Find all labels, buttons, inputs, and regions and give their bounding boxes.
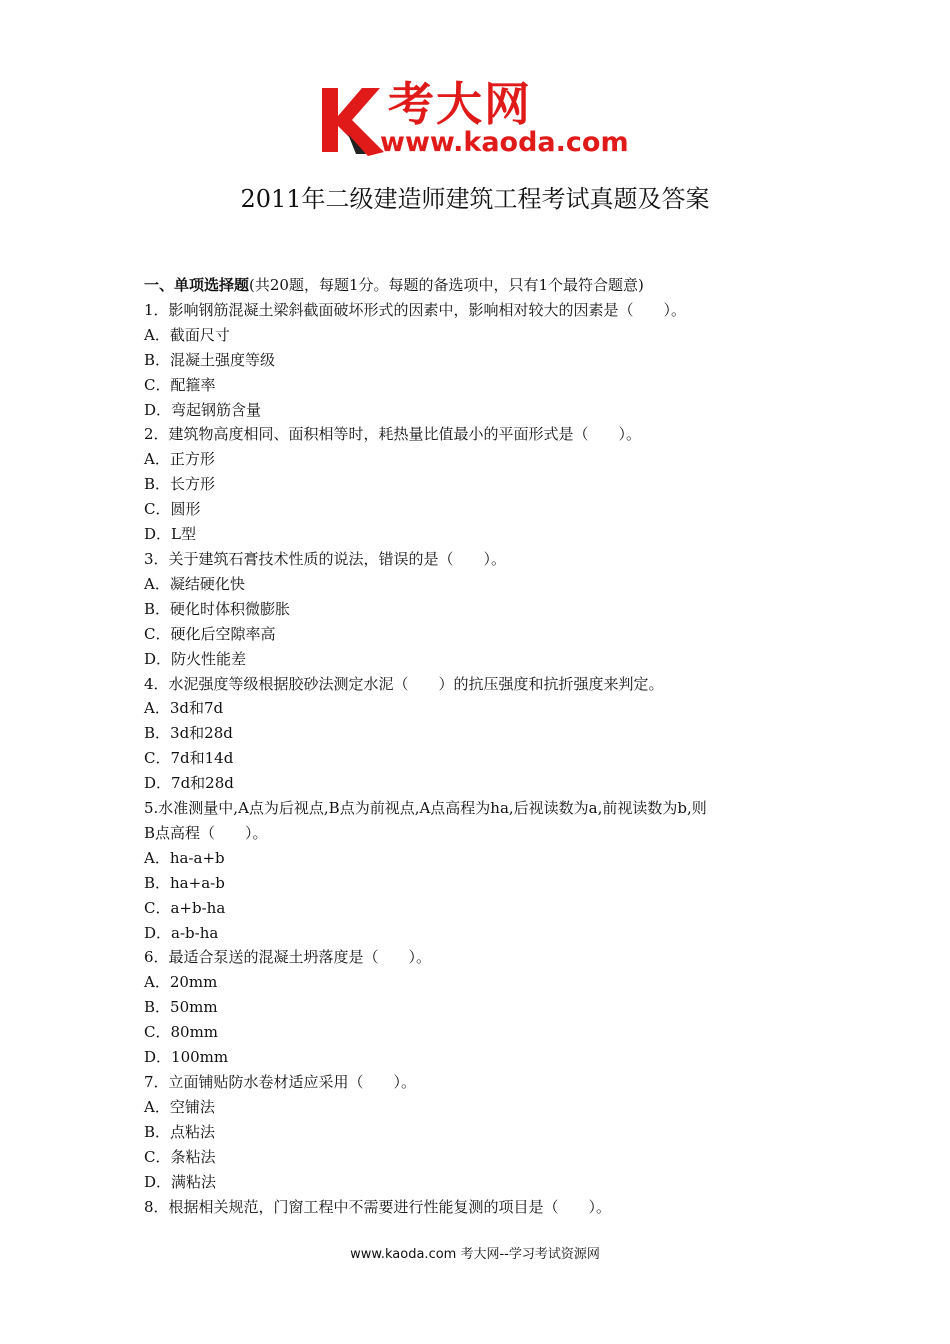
question-7-option-a: A．空铺法: [144, 1097, 215, 1116]
question-5-option-d: D．a-b-ha: [144, 923, 219, 942]
section-heading: 一、单项选择题: [144, 276, 250, 294]
question-2-option-d: D．L型: [144, 525, 196, 544]
question-7-option-d: D．满粘法: [144, 1172, 217, 1191]
question-3-stem: 3．关于建筑石膏技术性质的说法，错误的是（ ）。: [144, 549, 507, 568]
question-3-option-d: D．防火性能差: [144, 649, 247, 668]
question-1-option-a: A．截面尺寸: [144, 325, 230, 344]
question-4-option-d: D．7d和28d: [144, 774, 234, 793]
kaoda-logo: [318, 77, 638, 160]
question-1-option-d: D．弯起钢筋含量: [144, 400, 262, 419]
question-1-option-c: C．配箍率: [144, 375, 216, 394]
question-4-option-a: A．3d和7d: [144, 699, 224, 718]
question-3-option-c: C．硬化后空隙率高: [144, 624, 276, 643]
question-7-stem: 7．立面铺贴防水卷材适应采用（ ）。: [144, 1073, 417, 1091]
question-2-option-c: C．圆形: [144, 500, 201, 519]
question-5-option-a: A．ha-a+b: [144, 848, 225, 867]
question-5-option-b: B．ha+a-b: [144, 873, 225, 892]
question-3-option-b: B．硬化时体积微膨胀: [144, 599, 291, 618]
question-6-stem: 6．最适合泵送的混凝土坍落度是（ ）。: [144, 948, 432, 967]
document-title: 2011年二级建造师建筑工程考试真题及答案: [240, 185, 710, 213]
section-header: [144, 273, 824, 298]
question-2-option-a: A．正方形: [144, 450, 215, 469]
question-4-option-c: C．7d和14d: [144, 749, 234, 768]
question-7-option-c: C．条粘法: [144, 1147, 216, 1166]
question-6-option-d: D．100mm: [144, 1048, 229, 1067]
question-2-stem: 2．建筑物高度相同、面积相等时，耗热量比值最小的平面形式是（ ）。: [144, 425, 642, 444]
question-8-stem: 8．根据相关规范，门窗工程中不需要进行性能复测的项目是（ ）。: [144, 1197, 612, 1216]
question-5-stem: 5.水准测量中,A点为后视点,B点为前视点,A点高程为ha,后视读数为a,前视读数为b,则: [144, 799, 707, 818]
logo-chinese-text: 考大网: [388, 77, 532, 131]
logo-url-text: www.kaoda.com: [380, 127, 629, 158]
question-2-option-b: B．长方形: [144, 475, 216, 494]
page-footer: www.kaoda.com 考大网--学习考试资源网: [350, 1247, 600, 1262]
question-list: [144, 273, 824, 1219]
question-4-stem: 4．水泥强度等级根据胶砂法测定水泥（ ）的抗压强度和抗折强度来判定。: [144, 674, 664, 693]
question-6-option-b: B．50mm: [144, 998, 218, 1017]
question-6-option-a: A．20mm: [144, 973, 218, 992]
section-instruction: (共20题，每题1分。每题的备选项中，只有1个最符合题意): [249, 276, 644, 294]
question-4-option-b: B．3d和28d: [144, 724, 233, 743]
question-1-option-b: B．混凝土强度等级: [144, 350, 276, 369]
question-5-stem-continued: B点高程（ ）。: [144, 823, 268, 842]
question-3-option-a: A．凝结硬化快: [144, 574, 245, 593]
question-7-option-b: B．点粘法: [144, 1122, 216, 1141]
question-1-stem: 1．影响钢筋混凝土梁斜截面破坏形式的因素中，影响相对较大的因素是（ ）。: [144, 300, 687, 319]
question-6-option-c: C．80mm: [144, 1023, 219, 1042]
question-5-option-c: C．a+b-ha: [144, 898, 226, 917]
